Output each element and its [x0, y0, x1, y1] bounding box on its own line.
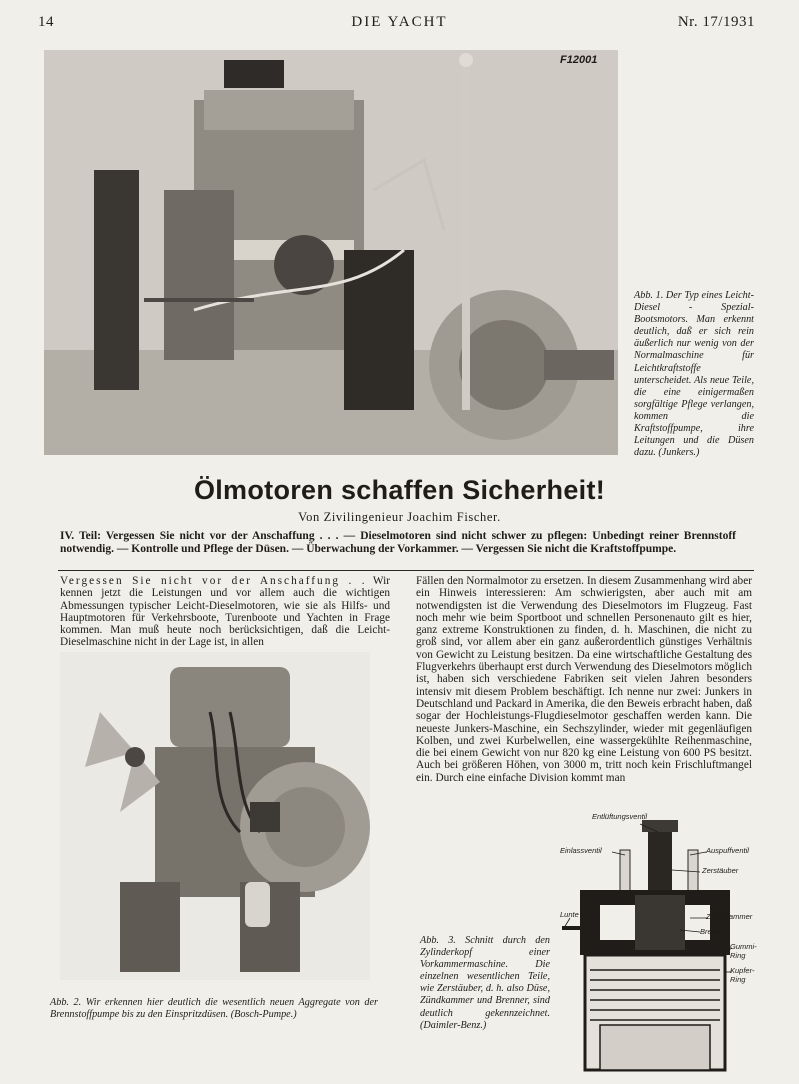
column-2-body: Fällen den Normalmotor zu ersetzen. In diesem Zusammenhang wird aber ein Hinweis interessieren: Am schwierigsten, aber auch mit am notwendigsten ist die Verwendung des Dieselmotors im Flugzeug. Fast noch mehr wie beim Sportboot und schnellen Personenauto gilt es hier, ganz extreme Konstruktionen zu finden, d. h. Maschinen, die nicht zu groß sind, vor allem aber ein ganz außerordentlich günstiges Verhältnis von Gewicht zu Leistung besitzen. Da eine wirtschaftliche Gestaltung des Flugverkehrs überhaupt erst durch Verwendung des Dieselmotors möglich ist, haben sich verschiedene Fabriken seit vielen Jahren besonders intensiv mit diesem Problem beschäftigt. Ich nenne nur zwei: Junkers in Deutschland und Packard in Amerika, die den Beweis erbracht haben, daß sogar der Hochleistungs-Flugdieselmotor geschaffen werden kann. Die neueste Junkers-Maschine, ein Sechszylinder, wieder mit gegenläufigen Kolben, und zwei Kurbelwellen, eine wassergekühlte Reihenmaschine, die bei einem Gewicht von nur 820 kg eine Leistung von 600 PS besitzt. Auch bei größeren Höhen, von 3000 m, tritt noch kein Frischluftmangel ein. Durch eine einfache Division kommt man	[416, 575, 752, 784]
issue-number: Nr. 17/1931	[677, 14, 755, 30]
article-title: Ölmotoren schaffen Sicherheit!	[193, 475, 606, 505]
column-1-body: Wir kennen jetzt die Leistungen und vor allem auch die wichtigen Abmessungen typischer Leicht-Dieselmotoren, wie sie als Hilfs- und Hauptmotoren für Verkehrsboote, Turenboote und Yachten in Frage kommen. Man muß heute noch berücksichtigen, daß die Leicht-Dieselmaschine nicht in der Lage ist, in allen	[60, 575, 391, 649]
figure-2-photo	[60, 652, 370, 980]
figure-1-caption: Abb. 1. Der Typ eines Leicht-Diesel - Spezial-Bootsmotors. Man erkennt deutlich, daß er sich rein äußerlich nur wenig von der Normalmaschine für Leichtkraftstoffe unterscheidet. Als neue Teile, die eine einigermaßen sorgfältige Pflege verlangen, kommen die Kraftstoffpumpe, ihre Leitungen und die Düsen dazu. (Junkers.)	[634, 290, 754, 459]
page-number: 14	[38, 14, 54, 30]
column-1-text	[60, 575, 390, 649]
label-einlassventil: Einlassventil	[560, 846, 602, 855]
figure-3-diagram	[540, 810, 770, 1080]
label-auspuffventil: Auspuffventil	[706, 846, 749, 855]
column-2-text	[416, 575, 752, 784]
figure-1-photo	[44, 50, 618, 455]
lead-words: Vergessen Sie nicht vor der Anschaffung . .	[60, 575, 367, 587]
article-byline: Von Zivilingenieur Joachim Fischer.	[298, 510, 501, 524]
figure-3-caption: Abb. 3. Schnitt durch den Zylinderkopf einer Vorkammermaschine. Die einzelnen wesentlichen Teile, wie Zerstäuber, d. h. also Düse, Zündkammer und Brenner, sind deutlich gekennzeichnet. (Daimler-Benz.)	[420, 935, 550, 1031]
figure-1-code: F12001	[560, 54, 598, 66]
article-subhead: IV. Teil: Vergessen Sie nicht vor der Anschaffung . . . — Dieselmotoren sind nicht schwer zu pflegen: Unbedingt reiner Brennstoff notwendig. — Kontrolle und Pflege der Düsen. — Überwachung der Vorkammer. — Vergessen Sie nicht die Kraftstoffpumpe.	[60, 530, 736, 555]
label-zuendkammer: Zünd kammer	[706, 912, 753, 921]
figure-2-caption: Abb. 2. Wir erkennen hier deutlich die wesentlich neuen Aggregate von der Brennstoffpumpe bis zu den Einspritzdüsen. (Bosch-Pumpe.)	[50, 997, 378, 1021]
label-kupfer-ring: Kupfer-Ring	[730, 966, 755, 984]
subhead-rule	[58, 570, 754, 571]
label-zerstaeuber: Zerstäuber	[702, 866, 739, 875]
label-brenner: Brenner	[700, 927, 727, 936]
engine-photo-2	[60, 652, 370, 980]
label-gummi-ring: Gummi-Ring	[730, 942, 757, 960]
engine-photo-1	[44, 50, 618, 455]
label-entlueftungsventil: Entlüftungsventil	[592, 812, 648, 821]
label-lunte: Lunte	[560, 910, 579, 919]
magazine-title: DIE YACHT	[351, 14, 448, 30]
